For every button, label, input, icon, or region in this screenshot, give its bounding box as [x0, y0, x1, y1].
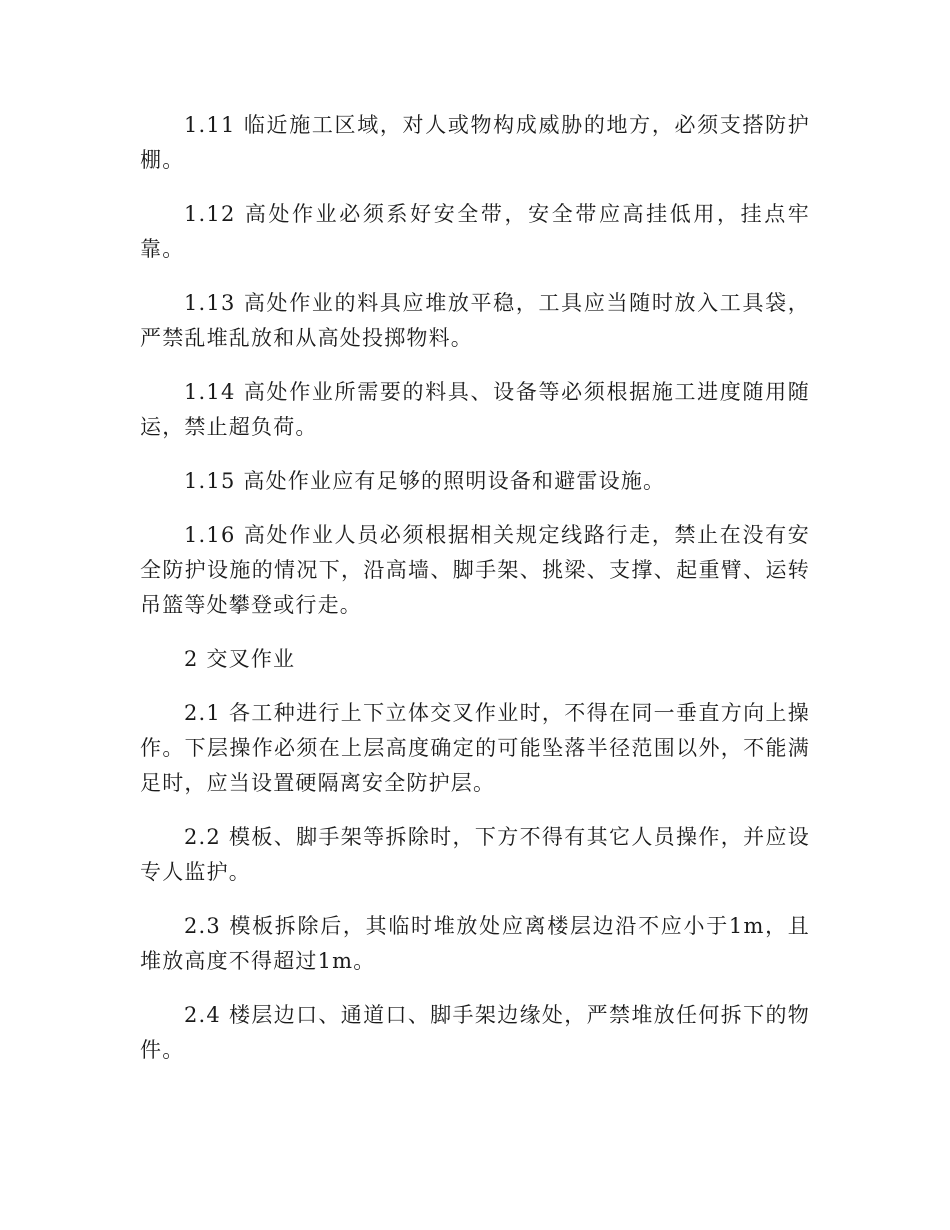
paragraph-1-13: 1.13 高处作业的料具应堆放平稳，工具应当随时放入工具袋，严禁乱堆乱放和从高处投掷物料。 — [140, 291, 810, 350]
paragraph-1-14: 1.14 高处作业所需要的料具、设备等必须根据施工进度随用随运，禁止超负荷。 — [140, 380, 810, 439]
paragraph-1-11: 1.11 临近施工区域，对人或物构成威胁的地方，必须支搭防护棚。 — [140, 113, 810, 172]
paragraph-2-1: 2.1 各工种进行上下立体交叉作业时，不得在同一垂直方向上操作。下层操作必须在上层高度确定的可能坠落半径范围以外，不能满足时，应当设置硬隔离安全防护层。 — [140, 701, 810, 795]
paragraph-2-4: 2.4 楼层边口、通道口、脚手架边缘处，严禁堆放任何拆下的物件。 — [140, 1003, 810, 1062]
paragraph-2-2: 2.2 模板、脚手架等拆除时，下方不得有其它人员操作，并应设专人监护。 — [140, 825, 810, 884]
paragraph-1-15: 1.15 高处作业应有足够的照明设备和避雷设施。 — [184, 469, 666, 493]
paragraph-2-3: 2.3 模板拆除后，其临时堆放处应离楼层边沿不应小于1m，且堆放高度不得超过1m。 — [140, 914, 810, 973]
paragraph-1-16: 1.16 高处作业人员必须根据相关规定线路行走，禁止在没有安全防护设施的情况下，沿高墙、脚手架、挑梁、支撑、起重臂、运转吊篮等处攀登或行走。 — [140, 523, 810, 617]
section-heading-2: 2 交叉作业 — [184, 647, 296, 671]
paragraph-1-12: 1.12 高处作业必须系好安全带，安全带应高挂低用，挂点牢靠。 — [140, 202, 810, 261]
document-body — [140, 108, 810, 1087]
